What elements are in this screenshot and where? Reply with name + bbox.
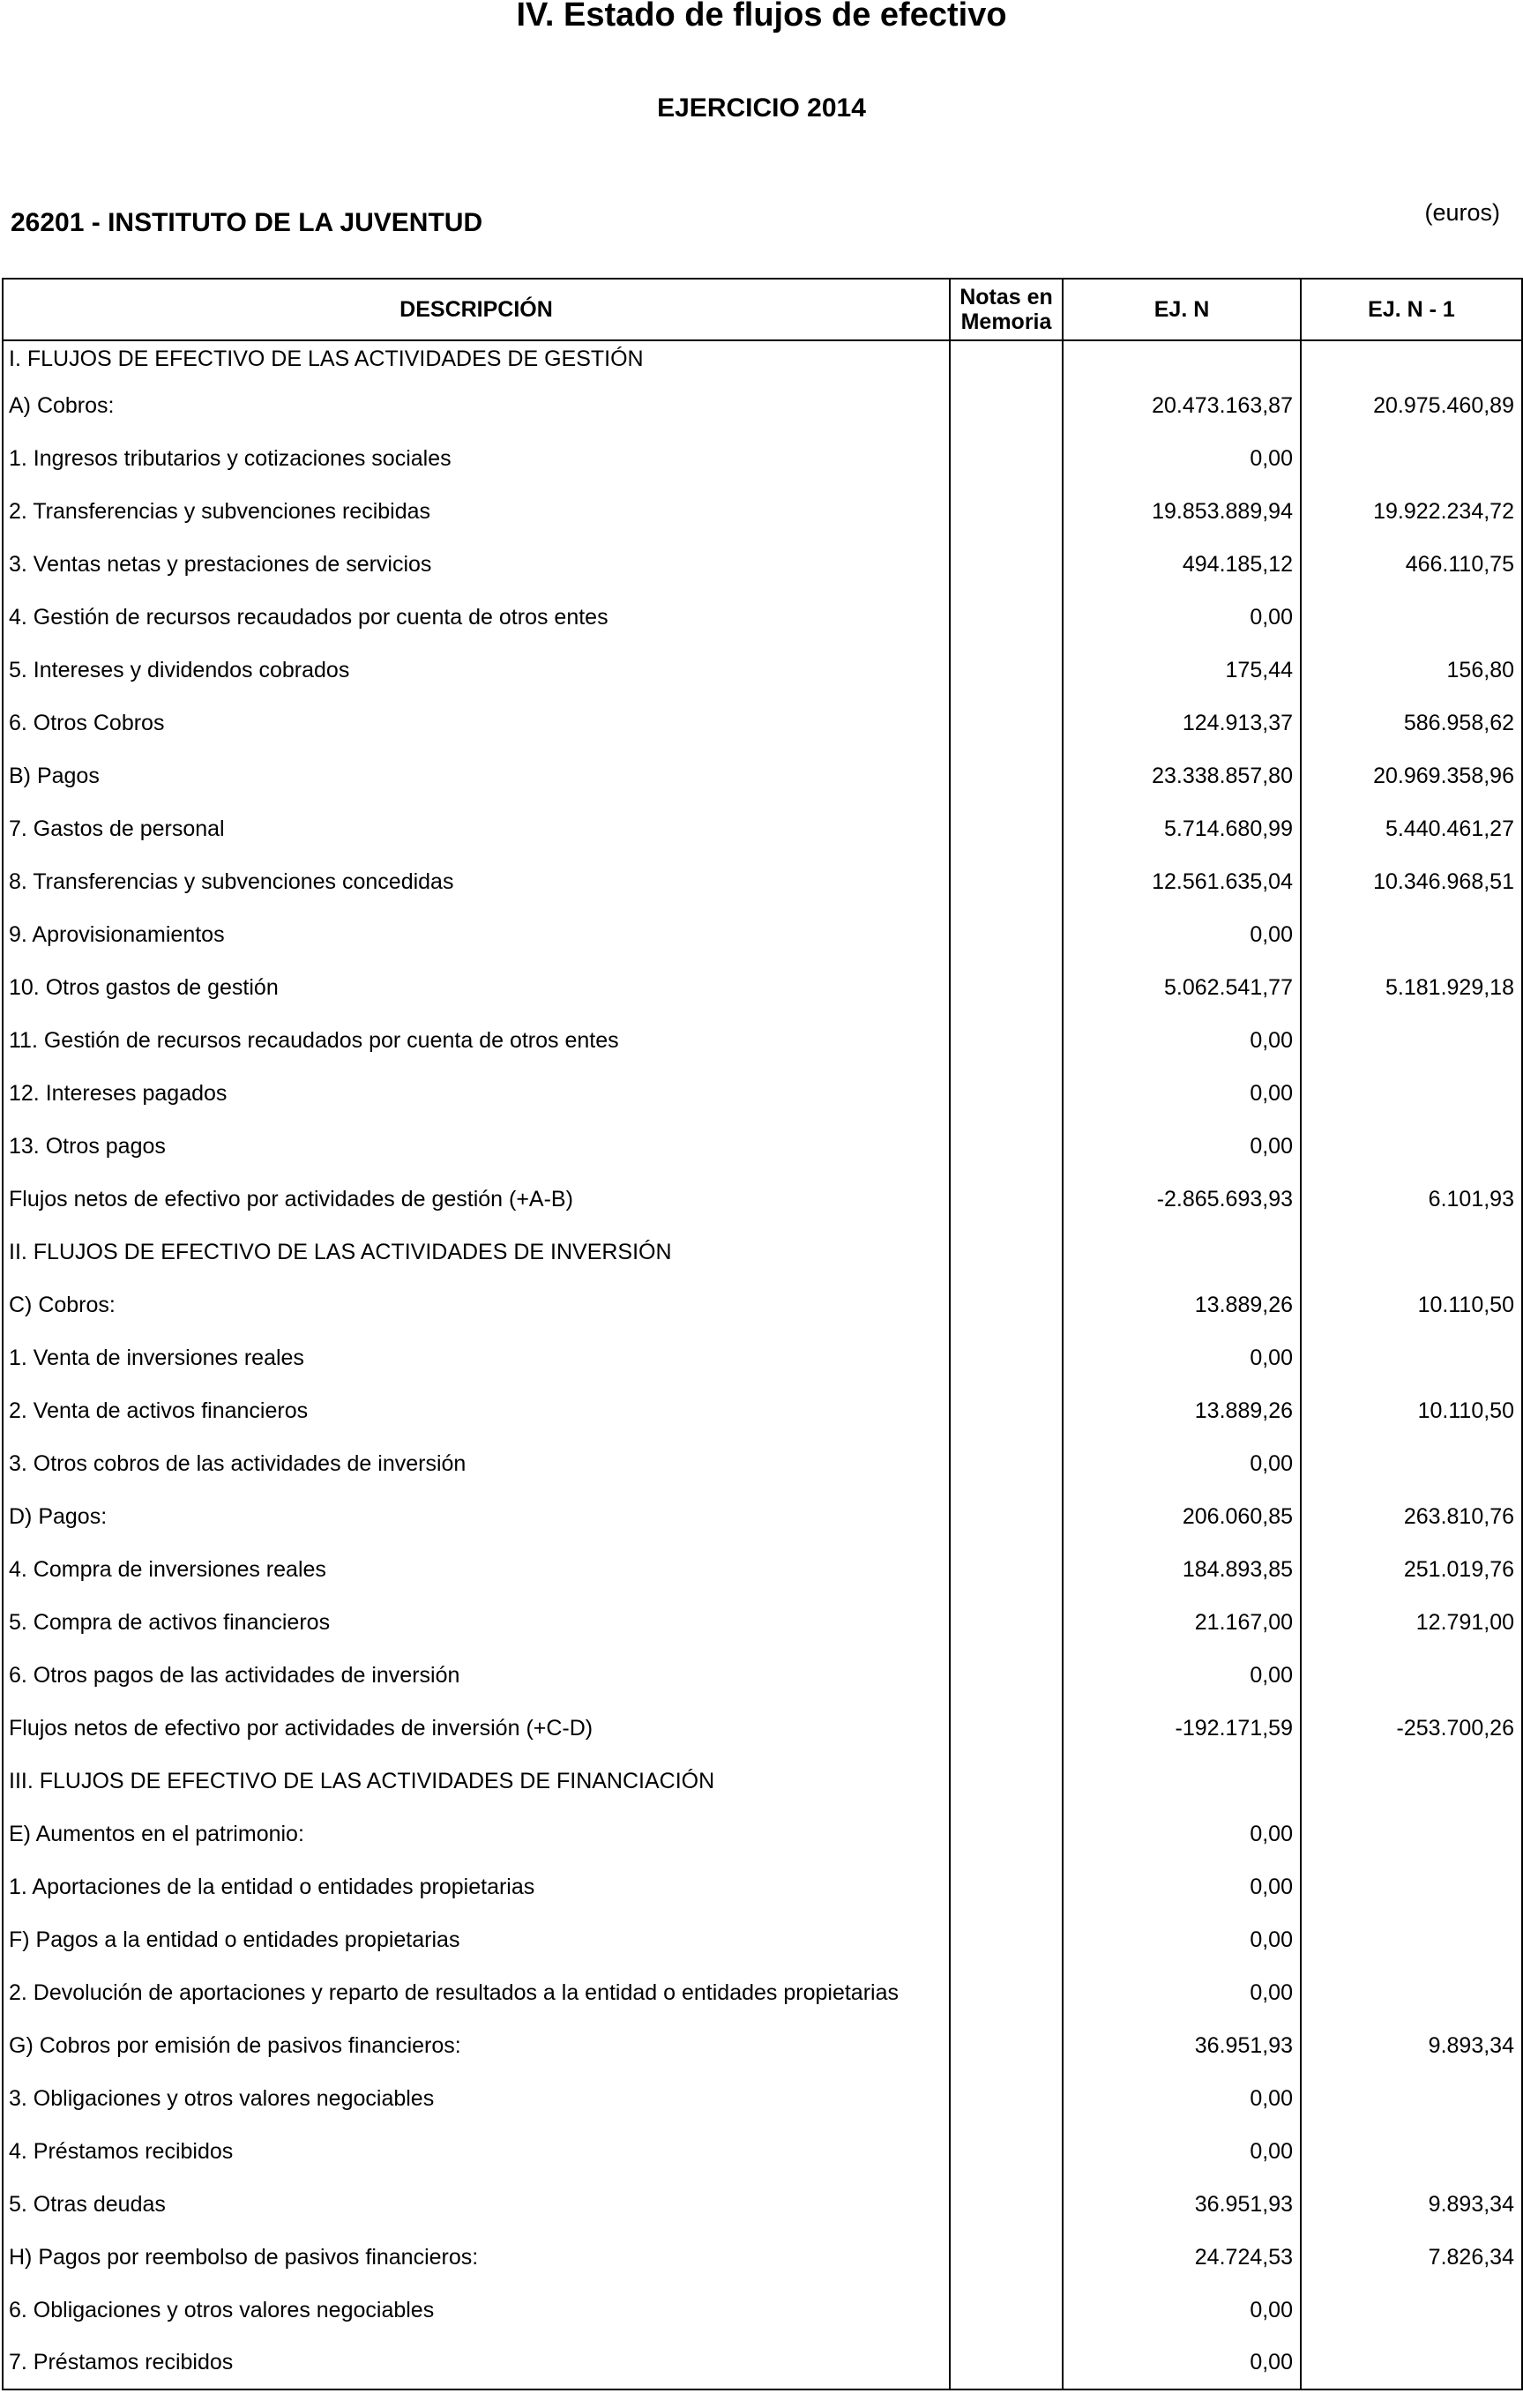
row-amount-current: 5.062.541,77: [1063, 961, 1301, 1014]
row-description: B) Pagos: [3, 749, 950, 802]
table-row: [3, 961, 1522, 1014]
table-row: [3, 749, 1522, 802]
row-amount-current: -192.171,59: [1063, 1702, 1301, 1755]
row-amount-current: 13.889,26: [1063, 1384, 1301, 1437]
table-row: [3, 1860, 1522, 1913]
row-amount-previous: [1301, 908, 1522, 961]
row-notes: [950, 432, 1063, 485]
table-row: [3, 2072, 1522, 2125]
row-notes: [950, 591, 1063, 644]
table-row: [3, 1331, 1522, 1384]
row-notes: [950, 485, 1063, 538]
row-description: 6. Otros Cobros: [3, 697, 950, 749]
row-notes: [950, 379, 1063, 432]
row-amount-current: 21.167,00: [1063, 1596, 1301, 1649]
row-amount-previous: [1301, 1120, 1522, 1173]
row-notes: [950, 644, 1063, 697]
row-description: 5. Otras deudas: [3, 2178, 950, 2231]
table-row: [3, 1702, 1522, 1755]
row-amount-previous: [1301, 1913, 1522, 1966]
row-amount-previous: 5.440.461,27: [1301, 802, 1522, 855]
row-amount-current: 0,00: [1063, 1649, 1301, 1702]
row-amount-current: 5.714.680,99: [1063, 802, 1301, 855]
row-description: 4. Compra de inversiones reales: [3, 1543, 950, 1596]
row-description: 12. Intereses pagados: [3, 1067, 950, 1120]
row-notes: [950, 855, 1063, 908]
table-row: [3, 538, 1522, 591]
row-description: 6. Otros pagos de las actividades de inversión: [3, 1649, 950, 1702]
row-description: 13. Otros pagos: [3, 1120, 950, 1173]
column-header-description: DESCRIPCIÓN: [3, 279, 950, 340]
row-description: Flujos netos de efectivo por actividades de inversión (+C-D): [3, 1702, 950, 1755]
table-row: [3, 1120, 1522, 1173]
row-notes: [950, 2337, 1063, 2389]
row-notes: [950, 1014, 1063, 1067]
row-description: 5. Compra de activos financieros: [3, 1596, 950, 1649]
row-description: 4. Gestión de recursos recaudados por cuenta de otros entes: [3, 591, 950, 644]
row-amount-previous: 12.791,00: [1301, 1596, 1522, 1649]
table-row: [3, 802, 1522, 855]
row-amount-previous: [1301, 1808, 1522, 1860]
row-amount-previous: 6.101,93: [1301, 1173, 1522, 1226]
row-amount-current: 206.060,85: [1063, 1490, 1301, 1543]
row-amount-previous: [1301, 432, 1522, 485]
row-amount-previous: [1301, 1226, 1522, 1279]
row-amount-current: 0,00: [1063, 1331, 1301, 1384]
row-amount-previous: 9.893,34: [1301, 2019, 1522, 2072]
row-notes: [950, 1755, 1063, 1808]
row-amount-current: 0,00: [1063, 591, 1301, 644]
row-amount-current: 36.951,93: [1063, 2178, 1301, 2231]
row-notes: [950, 1860, 1063, 1913]
row-amount-previous: [1301, 2337, 1522, 2389]
row-notes: [950, 697, 1063, 749]
row-amount-current: 0,00: [1063, 1067, 1301, 1120]
row-amount-current: 0,00: [1063, 1913, 1301, 1966]
row-description: 6. Obligaciones y otros valores negociables: [3, 2284, 950, 2337]
row-description: 3. Otros cobros de las actividades de inversión: [3, 1437, 950, 1490]
row-description: 11. Gestión de recursos recaudados por cuenta de otros entes: [3, 1014, 950, 1067]
row-amount-previous: 586.958,62: [1301, 697, 1522, 749]
row-description: 2. Venta de activos financieros: [3, 1384, 950, 1437]
row-amount-current: 0,00: [1063, 2337, 1301, 2389]
table-row: [3, 1596, 1522, 1649]
table-row: [3, 1966, 1522, 2019]
row-description: Flujos netos de efectivo por actividades de gestión (+A-B): [3, 1173, 950, 1226]
table-row: [3, 1279, 1522, 1331]
row-notes: [950, 538, 1063, 591]
table-row: [3, 2178, 1522, 2231]
row-description: 8. Transferencias y subvenciones concedidas: [3, 855, 950, 908]
row-amount-previous: [1301, 2072, 1522, 2125]
row-amount-current: 124.913,37: [1063, 697, 1301, 749]
row-amount-current: 0,00: [1063, 432, 1301, 485]
row-description: 10. Otros gastos de gestión: [3, 961, 950, 1014]
row-amount-current: 0,00: [1063, 1808, 1301, 1860]
row-amount-previous: [1301, 1014, 1522, 1067]
table-row: [3, 2284, 1522, 2337]
row-amount-previous: [1301, 2125, 1522, 2178]
row-notes: [950, 961, 1063, 1014]
row-notes: [950, 1279, 1063, 1331]
table-row: [3, 591, 1522, 644]
row-description: 2. Transferencias y subvenciones recibidas: [3, 485, 950, 538]
table-row: [3, 432, 1522, 485]
row-amount-current: 12.561.635,04: [1063, 855, 1301, 908]
table-row: [3, 1014, 1522, 1067]
row-notes: [950, 340, 1063, 379]
row-description: I. FLUJOS DE EFECTIVO DE LAS ACTIVIDADES DE GESTIÓN: [3, 340, 950, 379]
row-amount-previous: 251.019,76: [1301, 1543, 1522, 1596]
row-description: 2. Devolución de aportaciones y reparto de resultados a la entidad o entidades propietarias: [3, 1966, 950, 2019]
row-amount-previous: 156,80: [1301, 644, 1522, 697]
table-row: [3, 855, 1522, 908]
row-amount-current: 0,00: [1063, 1014, 1301, 1067]
table-row: [3, 2231, 1522, 2284]
row-notes: [950, 1331, 1063, 1384]
table-row: [3, 1173, 1522, 1226]
row-notes: [950, 2284, 1063, 2337]
row-amount-previous: 20.969.358,96: [1301, 749, 1522, 802]
cash-flow-table: [2, 278, 1523, 2390]
row-amount-current: 0,00: [1063, 2072, 1301, 2125]
row-amount-previous: [1301, 1755, 1522, 1808]
table-row: [3, 908, 1522, 961]
row-notes: [950, 1913, 1063, 1966]
row-amount-previous: [1301, 340, 1522, 379]
row-amount-current: [1063, 1226, 1301, 1279]
table-row: [3, 485, 1522, 538]
row-description: E) Aumentos en el patrimonio:: [3, 1808, 950, 1860]
column-header-previous-year: EJ. N - 1: [1301, 279, 1522, 340]
row-notes: [950, 2125, 1063, 2178]
table-row: [3, 2125, 1522, 2178]
entity-name: 26201 - INSTITUTO DE LA JUVENTUD: [11, 208, 483, 237]
row-amount-previous: 9.893,34: [1301, 2178, 1522, 2231]
row-notes: [950, 908, 1063, 961]
row-amount-current: 175,44: [1063, 644, 1301, 697]
row-amount-current: 36.951,93: [1063, 2019, 1301, 2072]
table-row: [3, 644, 1522, 697]
row-notes: [950, 1490, 1063, 1543]
row-amount-previous: [1301, 2284, 1522, 2337]
fiscal-year-subtitle: EJERCICIO 2014: [657, 93, 866, 123]
row-amount-previous: 10.110,50: [1301, 1384, 1522, 1437]
table-row: [3, 1490, 1522, 1543]
row-amount-previous: [1301, 1966, 1522, 2019]
table-row: [3, 1808, 1522, 1860]
row-amount-current: 0,00: [1063, 1860, 1301, 1913]
row-amount-previous: 19.922.234,72: [1301, 485, 1522, 538]
table-row: [3, 697, 1522, 749]
table-row: [3, 1543, 1522, 1596]
row-amount-current: 20.473.163,87: [1063, 379, 1301, 432]
row-description: 3. Ventas netas y prestaciones de servicios: [3, 538, 950, 591]
row-description: 9. Aprovisionamientos: [3, 908, 950, 961]
row-notes: [950, 1596, 1063, 1649]
row-amount-current: 184.893,85: [1063, 1543, 1301, 1596]
row-amount-current: 0,00: [1063, 1437, 1301, 1490]
table-row: [3, 1913, 1522, 1966]
row-amount-current: 0,00: [1063, 2284, 1301, 2337]
row-amount-current: 0,00: [1063, 1120, 1301, 1173]
table-header-row: [3, 279, 1522, 340]
row-amount-previous: [1301, 591, 1522, 644]
row-description: II. FLUJOS DE EFECTIVO DE LAS ACTIVIDADES DE INVERSIÓN: [3, 1226, 950, 1279]
table-row: [3, 1649, 1522, 1702]
row-amount-previous: 10.110,50: [1301, 1279, 1522, 1331]
row-amount-previous: -253.700,26: [1301, 1702, 1522, 1755]
currency-units: (euros): [1424, 199, 1500, 226]
table-row: [3, 1226, 1522, 1279]
row-amount-current: [1063, 1755, 1301, 1808]
row-description: G) Cobros por emisión de pasivos financieros:: [3, 2019, 950, 2072]
row-amount-previous: 263.810,76: [1301, 1490, 1522, 1543]
row-notes: [950, 1384, 1063, 1437]
row-notes: [950, 1966, 1063, 2019]
row-notes: [950, 2231, 1063, 2284]
row-description: D) Pagos:: [3, 1490, 950, 1543]
table-row: [3, 1067, 1522, 1120]
row-notes: [950, 1437, 1063, 1490]
row-description: H) Pagos por reembolso de pasivos financieros:: [3, 2231, 950, 2284]
table-row: [3, 1437, 1522, 1490]
table-body: [3, 340, 1522, 2389]
row-notes: [950, 1649, 1063, 1702]
table-row: [3, 1384, 1522, 1437]
row-amount-current: 0,00: [1063, 908, 1301, 961]
row-amount-previous: 20.975.460,89: [1301, 379, 1522, 432]
row-notes: [950, 1808, 1063, 1860]
row-amount-previous: 10.346.968,51: [1301, 855, 1522, 908]
row-amount-current: -2.865.693,93: [1063, 1173, 1301, 1226]
row-notes: [950, 2178, 1063, 2231]
row-description: C) Cobros:: [3, 1279, 950, 1331]
row-notes: [950, 1702, 1063, 1755]
row-description: 1. Ingresos tributarios y cotizaciones sociales: [3, 432, 950, 485]
row-amount-current: 494.185,12: [1063, 538, 1301, 591]
row-notes: [950, 1173, 1063, 1226]
page-title: IV. Estado de flujos de efectivo: [516, 0, 1007, 34]
row-notes: [950, 1067, 1063, 1120]
row-amount-previous: 466.110,75: [1301, 538, 1522, 591]
row-description: 1. Aportaciones de la entidad o entidades propietarias: [3, 1860, 950, 1913]
row-amount-previous: [1301, 1649, 1522, 1702]
row-notes: [950, 2072, 1063, 2125]
row-notes: [950, 749, 1063, 802]
row-description: 1. Venta de inversiones reales: [3, 1331, 950, 1384]
row-amount-previous: [1301, 1437, 1522, 1490]
table-row: [3, 379, 1522, 432]
table-row: [3, 2019, 1522, 2072]
row-notes: [950, 1226, 1063, 1279]
row-notes: [950, 802, 1063, 855]
row-amount-previous: [1301, 1331, 1522, 1384]
column-header-current-year: EJ. N: [1063, 279, 1301, 340]
row-description: 5. Intereses y dividendos cobrados: [3, 644, 950, 697]
table-row: [3, 340, 1522, 379]
row-description: 7. Préstamos recibidos: [3, 2337, 950, 2389]
row-amount-previous: [1301, 1860, 1522, 1913]
row-amount-previous: [1301, 1067, 1522, 1120]
row-notes: [950, 2019, 1063, 2072]
table-row: [3, 2337, 1522, 2389]
row-description: 7. Gastos de personal: [3, 802, 950, 855]
row-amount-current: 24.724,53: [1063, 2231, 1301, 2284]
row-description: III. FLUJOS DE EFECTIVO DE LAS ACTIVIDADES DE FINANCIACIÓN: [3, 1755, 950, 1808]
row-amount-current: 0,00: [1063, 1966, 1301, 2019]
row-description: F) Pagos a la entidad o entidades propietarias: [3, 1913, 950, 1966]
row-amount-previous: 7.826,34: [1301, 2231, 1522, 2284]
row-amount-current: 19.853.889,94: [1063, 485, 1301, 538]
row-notes: [950, 1120, 1063, 1173]
column-header-notes: Notas en Memoria: [950, 279, 1063, 340]
row-amount-current: 13.889,26: [1063, 1279, 1301, 1331]
row-amount-current: 23.338.857,80: [1063, 749, 1301, 802]
table-row: [3, 1755, 1522, 1808]
row-description: 3. Obligaciones y otros valores negociables: [3, 2072, 950, 2125]
row-description: 4. Préstamos recibidos: [3, 2125, 950, 2178]
row-amount-previous: 5.181.929,18: [1301, 961, 1522, 1014]
row-notes: [950, 1543, 1063, 1596]
row-amount-current: 0,00: [1063, 2125, 1301, 2178]
row-amount-current: [1063, 340, 1301, 379]
row-description: A) Cobros:: [3, 379, 950, 432]
